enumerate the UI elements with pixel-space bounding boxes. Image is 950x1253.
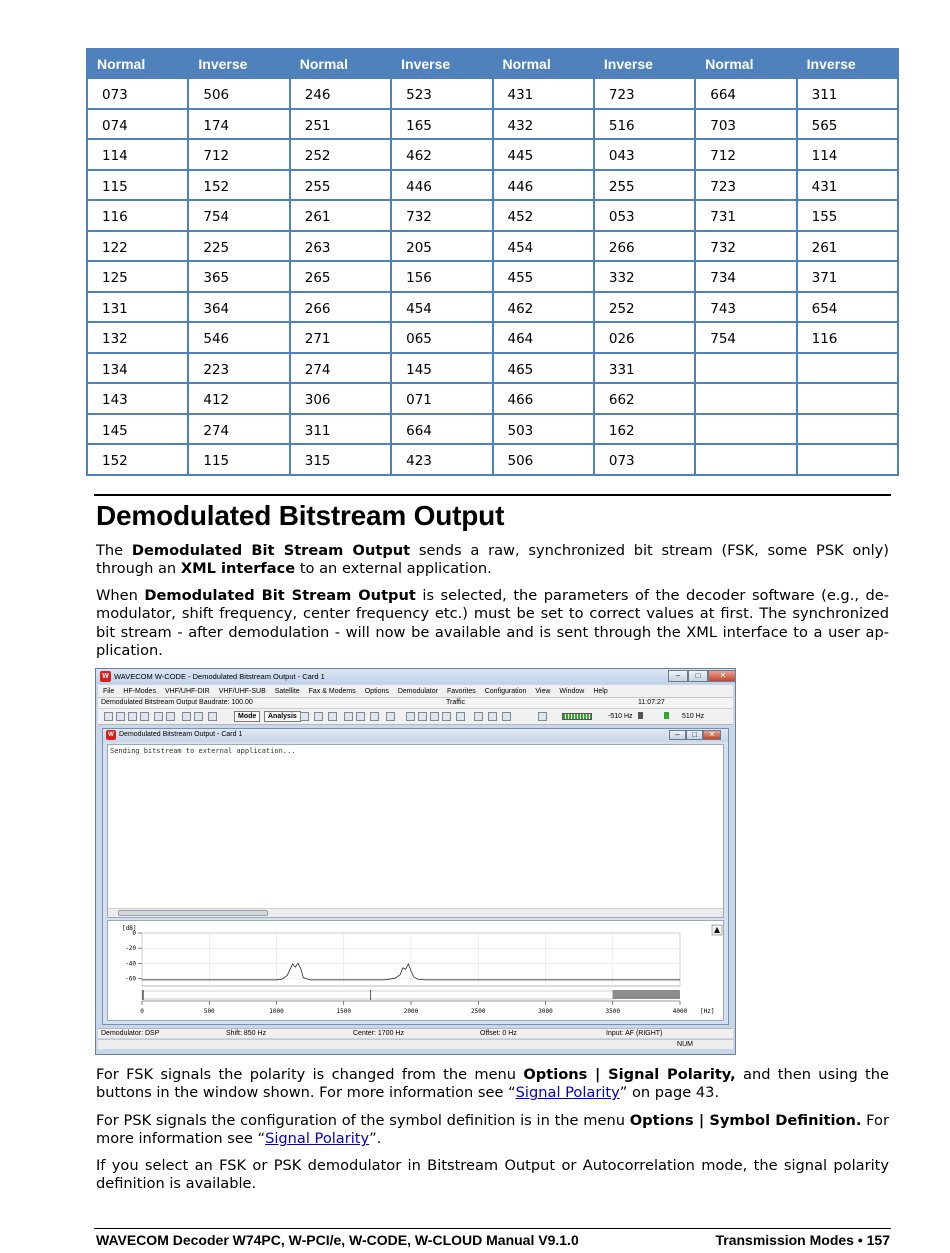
table-cell: 731: [695, 200, 796, 231]
dropdown-arrow-icon[interactable]: [314, 712, 323, 721]
p4-text-2: For more information see “: [96, 1112, 889, 1148]
table-cell: 223: [188, 353, 289, 384]
bottom-status-bar: [98, 1028, 733, 1038]
table-cell: 454: [493, 231, 594, 262]
x-axis-label: [Hz]: [700, 1008, 715, 1015]
mode-status-line: [98, 697, 733, 708]
table-cell: 116: [797, 322, 898, 353]
table-cell: 174: [188, 109, 289, 140]
p1-text-3: to an external application.: [295, 560, 492, 578]
table-cell: 122: [87, 231, 188, 262]
y-tick-label: 0: [132, 930, 136, 937]
table-cell: 743: [695, 292, 796, 323]
table-cell: 026: [594, 322, 695, 353]
table-cell: 131: [87, 292, 188, 323]
table-cell: 423: [391, 444, 492, 475]
footer-manual-title: WAVECOM Decoder W74PC, W-PCI/e, W-CODE, W-CLOUD Manual V9.1.0: [96, 1232, 579, 1248]
table-cell: 266: [290, 292, 391, 323]
sync-icon[interactable]: [474, 712, 483, 721]
table-cell: 266: [594, 231, 695, 262]
child-title: Demodulated Bitstream Output - Card 1: [119, 731, 243, 738]
window-controls: [668, 670, 736, 682]
table-cell: 073: [594, 444, 695, 475]
table-cell: 662: [594, 383, 695, 414]
table-cell: 274: [290, 353, 391, 384]
table-cell: 332: [594, 261, 695, 292]
table-row: [87, 414, 898, 445]
child-logo-icon: W: [106, 730, 116, 740]
copy-icon[interactable]: [140, 712, 149, 721]
p4-text-3: ”.: [369, 1130, 382, 1148]
table-row: [87, 444, 898, 475]
table-cell: 565: [797, 109, 898, 140]
table-header-row: [87, 49, 898, 78]
shift-right-value: 510 Hz: [682, 713, 705, 720]
table-row: [87, 261, 898, 292]
paragraph-demodulator-note: If you select an FSK or PSK demodulator in Bitstream Output or Autocorrelation mode, the signal polarity definition is available.: [96, 1157, 889, 1193]
column-header: Inverse: [391, 49, 492, 78]
scrollbar-thumb[interactable]: [118, 910, 268, 916]
table-cell: 115: [188, 444, 289, 475]
table-cell: 431: [493, 78, 594, 109]
print-icon[interactable]: [154, 712, 163, 721]
table-cell: 165: [391, 109, 492, 140]
table-cell: 251: [290, 109, 391, 140]
table-cell: 255: [594, 170, 695, 201]
waterfall-icon[interactable]: [418, 712, 427, 721]
table-body: [87, 78, 898, 475]
analysis-button[interactable]: Analysis: [264, 711, 301, 722]
section-rule-top: [94, 494, 891, 496]
table-cell: 252: [594, 292, 695, 323]
table-cell: 664: [391, 414, 492, 445]
table-cell: 712: [188, 139, 289, 170]
table-cell: 734: [695, 261, 796, 292]
x-tick-label: 3500: [605, 1008, 620, 1015]
table-cell: 462: [391, 139, 492, 170]
status-field: Input: AF (RIGHT): [606, 1030, 663, 1037]
table-cell: 503: [493, 414, 594, 445]
column-header: Inverse: [188, 49, 289, 78]
back-arrow-icon[interactable]: [300, 712, 309, 721]
table-cell: [695, 414, 796, 445]
table-cell: 432: [493, 109, 594, 140]
p4-bold-1: Options | Symbol Definition.: [629, 1112, 862, 1129]
menu-item[interactable]: Help: [593, 687, 608, 695]
table-cell: 523: [391, 78, 492, 109]
table-cell: 271: [290, 322, 391, 353]
wcode-window-screenshot: [95, 668, 736, 1055]
table-cell: 664: [695, 78, 796, 109]
table-cell: 265: [290, 261, 391, 292]
clock-text: 11:07:27: [638, 699, 665, 706]
find-icon[interactable]: [182, 712, 191, 721]
stop-icon[interactable]: [502, 712, 511, 721]
menu-bar: [98, 685, 733, 697]
p3-text-3: ” on page 43.: [619, 1084, 720, 1102]
table-cell: 364: [188, 292, 289, 323]
table-cell: 152: [87, 444, 188, 475]
p1-bold-2: XML interface: [180, 560, 296, 578]
table-cell: 311: [290, 414, 391, 445]
section-heading: Demodulated Bitstream Output: [96, 500, 505, 531]
p2-text-1: When: [96, 587, 145, 604]
table-cell: 043: [594, 139, 695, 170]
table-cell: 723: [594, 78, 695, 109]
new-icon[interactable]: [104, 712, 113, 721]
table-cell: 306: [290, 383, 391, 414]
table-row: [87, 383, 898, 414]
table-cell: 452: [493, 200, 594, 231]
footer-page-number: Transmission Modes • 157: [715, 1232, 890, 1248]
polarity-code-table: [86, 48, 899, 476]
table-cell: 331: [594, 353, 695, 384]
table-cell: [695, 383, 796, 414]
table-row: [87, 78, 898, 109]
help-icon[interactable]: [208, 712, 217, 721]
close-icon[interactable]: ✕: [708, 670, 736, 682]
record-icon[interactable]: [442, 712, 451, 721]
shift-marker-left: [638, 712, 643, 719]
x-tick-label: 1000: [269, 1008, 284, 1015]
save-icon[interactable]: [128, 712, 137, 721]
table-cell: 454: [391, 292, 492, 323]
table-cell: 431: [797, 170, 898, 201]
toolbar: [98, 708, 733, 725]
table-cell: [797, 383, 898, 414]
table-cell: 466: [493, 383, 594, 414]
level-meter: [562, 713, 592, 720]
y-tick-label: -20: [125, 945, 136, 953]
table-cell: 065: [391, 322, 492, 353]
table-cell: 754: [695, 322, 796, 353]
code-icon[interactable]: [356, 712, 365, 721]
status-field: Demodulator: DSP: [101, 1030, 160, 1037]
table-cell: 114: [87, 139, 188, 170]
mode-button[interactable]: Mode: [234, 711, 260, 722]
table-cell: 116: [87, 200, 188, 231]
forward-arrow-icon[interactable]: [328, 712, 337, 721]
y-axis-label: [dB]: [122, 925, 137, 932]
table-cell: 465: [493, 353, 594, 384]
p3-bold-1: Options | Signal Polarity,: [523, 1066, 736, 1083]
table-cell: [797, 414, 898, 445]
child-title-bar: [103, 729, 728, 742]
p3-text-1: For FSK signals the polarity is changed from the menu: [96, 1066, 524, 1083]
input-icon[interactable]: [538, 712, 547, 721]
p1-text-2: sends a raw, synchronized bit stream (FSK, some PSK only) through an: [96, 542, 889, 578]
child-close-icon[interactable]: ✕: [703, 730, 721, 740]
menu-item[interactable]: Fax & Modems: [308, 687, 356, 695]
table-cell: 365: [188, 261, 289, 292]
bitstream-output-textbox[interactable]: [107, 744, 724, 918]
paragraph-fsk-polarity: [96, 1066, 889, 1103]
grid-icon[interactable]: [430, 712, 439, 721]
signal-polarity-link-2[interactable]: Signal Polarity: [265, 1130, 370, 1148]
table-cell: 073: [87, 78, 188, 109]
traffic-label: Traffic: [446, 699, 466, 706]
table-cell: 455: [493, 261, 594, 292]
column-header: Inverse: [797, 49, 898, 78]
bitstream-child-window: [102, 728, 729, 1025]
x-tick-label: 2500: [471, 1008, 486, 1015]
table-row: [87, 322, 898, 353]
y-tick-label: -40: [125, 960, 136, 968]
table-cell: [797, 353, 898, 384]
x-tick-label: 3000: [538, 1008, 553, 1015]
child-window-controls: [669, 730, 721, 742]
table-cell: [797, 444, 898, 475]
status-field: Offset: 0 Hz: [480, 1030, 517, 1037]
table-row: [87, 109, 898, 140]
table-cell: 412: [188, 383, 289, 414]
spectrum-chart: [108, 921, 725, 1022]
table-cell: 145: [391, 353, 492, 384]
table-cell: 143: [87, 383, 188, 414]
menu-item[interactable]: File: [103, 687, 115, 695]
table-row: [87, 170, 898, 201]
table-cell: 274: [188, 414, 289, 445]
paragraph-intro: [96, 542, 889, 579]
p2-text-2: is selected, the parameters of the decoder software (e.g., de-modulator, shift frequency, center frequency etc.) must be set to correct values at first. The synchronized bit stream - after demodulation - will now be available and is sent through the XML interface to a user ap-plication.: [96, 587, 889, 659]
table-cell: 516: [594, 109, 695, 140]
rec-icon[interactable]: [488, 712, 497, 721]
column-header: Normal: [87, 49, 188, 78]
window-title: WAVECOM W-CODE - Demodulated Bitstream Output - Card 1: [114, 672, 325, 681]
y-tick-label: -60: [125, 975, 136, 983]
print-preview-icon[interactable]: [166, 712, 175, 721]
menu-item[interactable]: VHF/UHF-SUB: [218, 687, 266, 695]
menu-item[interactable]: View: [535, 687, 551, 695]
num-status-bar: [98, 1039, 733, 1049]
tune-icon[interactable]: [386, 712, 395, 721]
child-restore-icon[interactable]: □: [686, 730, 703, 740]
minimize-icon[interactable]: –: [668, 670, 688, 682]
menu-item[interactable]: Configuration: [484, 687, 527, 695]
x-tick-label: 4000: [672, 1008, 688, 1015]
paragraph-selection: [96, 587, 889, 660]
table-cell: 546: [188, 322, 289, 353]
table-cell: 311: [797, 78, 898, 109]
table-cell: 723: [695, 170, 796, 201]
mode-baudrate-text: Demodulated Bitstream Output Baudrate: 100.00: [101, 699, 253, 706]
table-cell: 654: [797, 292, 898, 323]
table-cell: 145: [87, 414, 188, 445]
menu-item[interactable]: VHF/UHF-DIR: [164, 687, 210, 695]
menu-item[interactable]: Options: [364, 687, 389, 695]
table-cell: 152: [188, 170, 289, 201]
font-icon[interactable]: [194, 712, 203, 721]
column-header: Normal: [695, 49, 796, 78]
table-cell: 155: [797, 200, 898, 231]
table-cell: 263: [290, 231, 391, 262]
table-cell: 252: [290, 139, 391, 170]
horizontal-scrollbar[interactable]: [108, 908, 723, 917]
column-header: Normal: [493, 49, 594, 78]
menu-item[interactable]: Favorites: [446, 687, 476, 695]
table-cell: 703: [695, 109, 796, 140]
table-cell: 506: [188, 78, 289, 109]
p1-bold-1: Demodulated Bit Stream Output: [131, 542, 411, 559]
table-cell: [695, 444, 796, 475]
wavecom-logo-icon: W: [100, 671, 111, 682]
passband-limit-bar: [613, 990, 680, 999]
table-cell: 053: [594, 200, 695, 231]
table-cell: 071: [391, 383, 492, 414]
table-cell: 225: [188, 231, 289, 262]
x-tick-label: 500: [203, 1008, 215, 1015]
table-row: [87, 200, 898, 231]
window-title-bar: [96, 669, 736, 684]
x-tick-label: 1500: [336, 1008, 351, 1015]
shift-left-value: -510 Hz: [608, 713, 633, 720]
table-row: [87, 292, 898, 323]
table-cell: 114: [797, 139, 898, 170]
play-icon[interactable]: [370, 712, 379, 721]
shift-marker-right: [664, 712, 669, 719]
clear-icon[interactable]: [344, 712, 353, 721]
child-minimize-icon[interactable]: –: [669, 730, 686, 740]
spectrum-icon[interactable]: [406, 712, 415, 721]
status-field: Center: 1700 Hz: [353, 1030, 404, 1037]
table-cell: 732: [695, 231, 796, 262]
menu-item[interactable]: Demodulator: [397, 687, 438, 695]
spectrum-panel: [107, 920, 724, 1021]
table-cell: 246: [290, 78, 391, 109]
table-row: [87, 139, 898, 170]
table-cell: 446: [391, 170, 492, 201]
table-cell: 462: [493, 292, 594, 323]
tuning-bar: [142, 991, 613, 999]
table-cell: 205: [391, 231, 492, 262]
table-cell: 074: [87, 109, 188, 140]
column-header: Normal: [290, 49, 391, 78]
table-cell: 261: [290, 200, 391, 231]
p2-bold-1: Demodulated Bit Stream Output: [144, 587, 416, 604]
table-cell: 712: [695, 139, 796, 170]
x-tick-label: 0: [140, 1008, 144, 1015]
table-cell: 754: [188, 200, 289, 231]
table-cell: 115: [87, 170, 188, 201]
refresh-icon[interactable]: [456, 712, 465, 721]
p1-text-1: The: [96, 542, 132, 559]
table-cell: 315: [290, 444, 391, 475]
output-text: Sending bitstream to external application...: [110, 747, 296, 755]
footer-rule: [94, 1228, 891, 1229]
p3-text-2: and then using the buttons in the window shown. For more information see “: [96, 1066, 889, 1102]
table-cell: 506: [493, 444, 594, 475]
table-row: [87, 231, 898, 262]
paragraph-psk-symbol: [96, 1112, 889, 1149]
table-cell: 261: [797, 231, 898, 262]
column-header: Inverse: [594, 49, 695, 78]
menu-item[interactable]: HF-Modes: [123, 687, 156, 695]
menu-item[interactable]: Satellite: [274, 687, 300, 695]
table-cell: 134: [87, 353, 188, 384]
open-icon[interactable]: [116, 712, 125, 721]
maximize-icon[interactable]: □: [688, 670, 708, 682]
table-cell: 255: [290, 170, 391, 201]
menu-item[interactable]: Window: [559, 687, 585, 695]
num-lock-indicator: NUM: [677, 1041, 693, 1048]
table-cell: 125: [87, 261, 188, 292]
table-cell: 446: [493, 170, 594, 201]
table-row: [87, 353, 898, 384]
table-cell: 445: [493, 139, 594, 170]
table-cell: [695, 353, 796, 384]
x-tick-label: 2000: [403, 1008, 419, 1015]
p4-text-1: For PSK signals the configuration of the symbol definition is in the menu: [96, 1112, 630, 1129]
table-cell: 464: [493, 322, 594, 353]
table-cell: 156: [391, 261, 492, 292]
table-cell: 371: [797, 261, 898, 292]
table-cell: 162: [594, 414, 695, 445]
signal-polarity-link[interactable]: Signal Polarity: [515, 1084, 620, 1102]
table-cell: 732: [391, 200, 492, 231]
status-field: Shift: 850 Hz: [226, 1030, 267, 1037]
table-cell: 132: [87, 322, 188, 353]
